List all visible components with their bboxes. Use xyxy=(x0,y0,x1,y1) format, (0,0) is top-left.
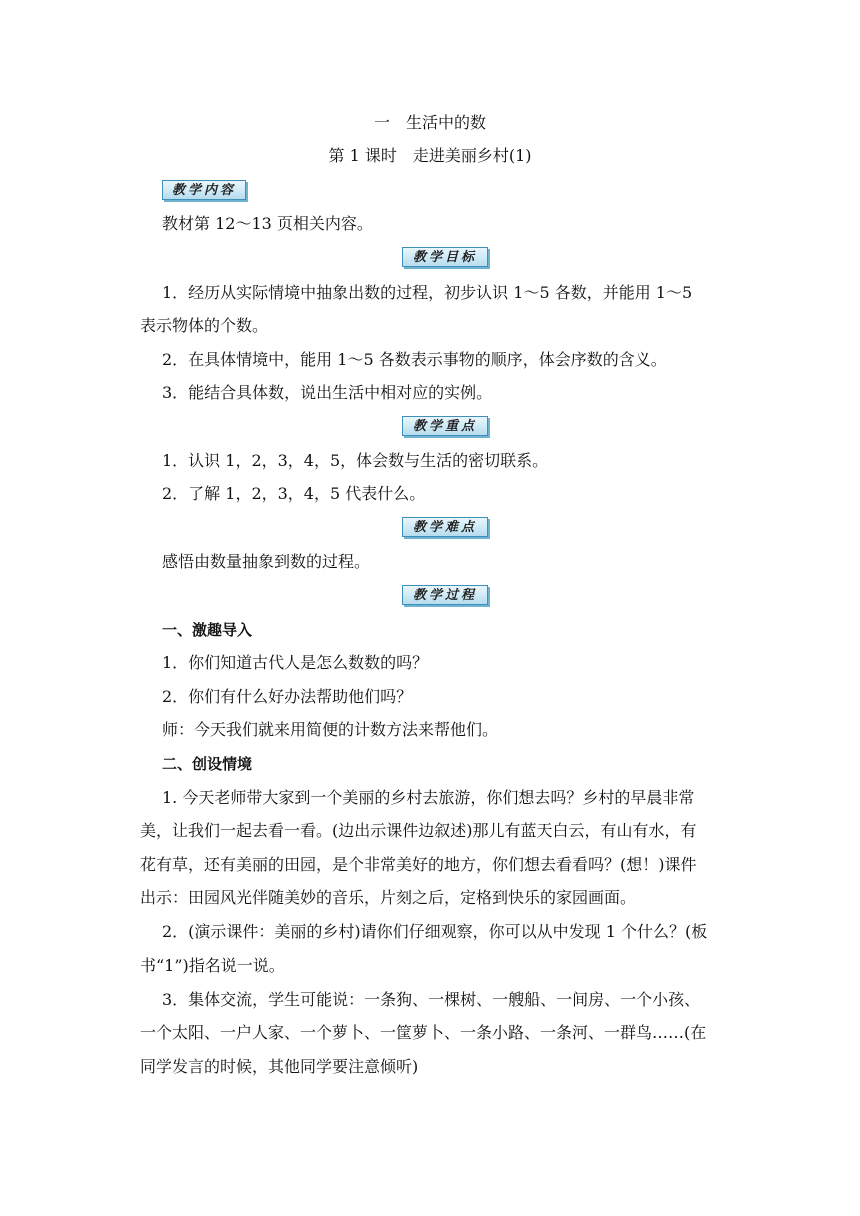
teaching-content-tag: 教学内容 xyxy=(162,180,246,200)
part1-heading: 一、激趣导入 xyxy=(162,621,253,639)
difficulty-text: 感悟由数量抽象到数的过程。 xyxy=(162,552,371,571)
part2-line-1: 1. 今天老师带大家到一个美丽的乡村去旅游，你们想去吗？乡村的早晨非常 xyxy=(162,788,695,807)
part2-line-4: 出示：田园风光伴随美妙的音乐，片刻之后，定格到快乐的家园画面。 xyxy=(140,888,637,907)
part1-line-2: 2．你们有什么好办法帮助他们吗？ xyxy=(162,687,413,706)
teaching-difficulty-tag: 教学难点 xyxy=(402,517,488,537)
goal-line-1: 1．经历从实际情境中抽象出数的过程，初步认识 1～5 各数，并能用 1～5 xyxy=(162,283,693,302)
part1-line-3: 师：今天我们就来用简便的计数方法来帮他们。 xyxy=(162,720,499,739)
part2-heading: 二、创设情境 xyxy=(162,755,253,773)
unit-title: 一 生活中的数 xyxy=(373,113,486,132)
part2-line-7: 3．集体交流，学生可能说：一条狗、一棵树、一艘船、一间房、一个小孩、 xyxy=(162,990,701,1009)
part2-line-2: 美，让我们一起去看一看。(边出示课件边叙述)那儿有蓝天白云，有山有水，有 xyxy=(140,821,697,840)
goal-line-3: 3．能结合具体数，说出生活中相对应的实例。 xyxy=(162,383,493,402)
part2-line-9: 同学发言的时候，其他同学要注意倾听) xyxy=(140,1057,419,1076)
teaching-key-tag: 教学重点 xyxy=(402,416,488,436)
part1-line-1: 1．你们知道古代人是怎么数数的吗？ xyxy=(162,653,429,672)
lesson-title: 第 1 课时 走进美丽乡村(1) xyxy=(328,146,532,165)
part2-line-8: 一个太阳、一户人家、一个萝卜、一筐萝卜、一条小路、一条河、一群鸟……(在 xyxy=(140,1023,707,1042)
teaching-content-text: 教材第 12～13 页相关内容。 xyxy=(162,214,373,233)
part2-line-6: 书“1”)指名说一说。 xyxy=(140,956,285,975)
key-point-1: 1．认识 1，2，3，4，5，体会数与生活的密切联系。 xyxy=(162,451,549,470)
teaching-process-tag: 教学过程 xyxy=(402,585,488,605)
goal-line-2: 2．在具体情境中，能用 1～5 各数表示事物的顺序，体会序数的含义。 xyxy=(162,350,667,369)
part2-line-5: 2．(演示课件：美丽的乡村)请你们仔细观察，你可以从中发现 1 个什么？(板 xyxy=(162,922,708,941)
goal-line-1-cont: 表示物体的个数。 xyxy=(140,316,269,335)
teaching-goals-tag: 教学目标 xyxy=(402,247,488,267)
part2-line-3: 花有草，还有美丽的田园，是个非常美好的地方，你们想去看看吗？(想！)课件 xyxy=(140,855,697,874)
key-point-2: 2．了解 1，2，3，4，5 代表什么。 xyxy=(162,484,426,503)
